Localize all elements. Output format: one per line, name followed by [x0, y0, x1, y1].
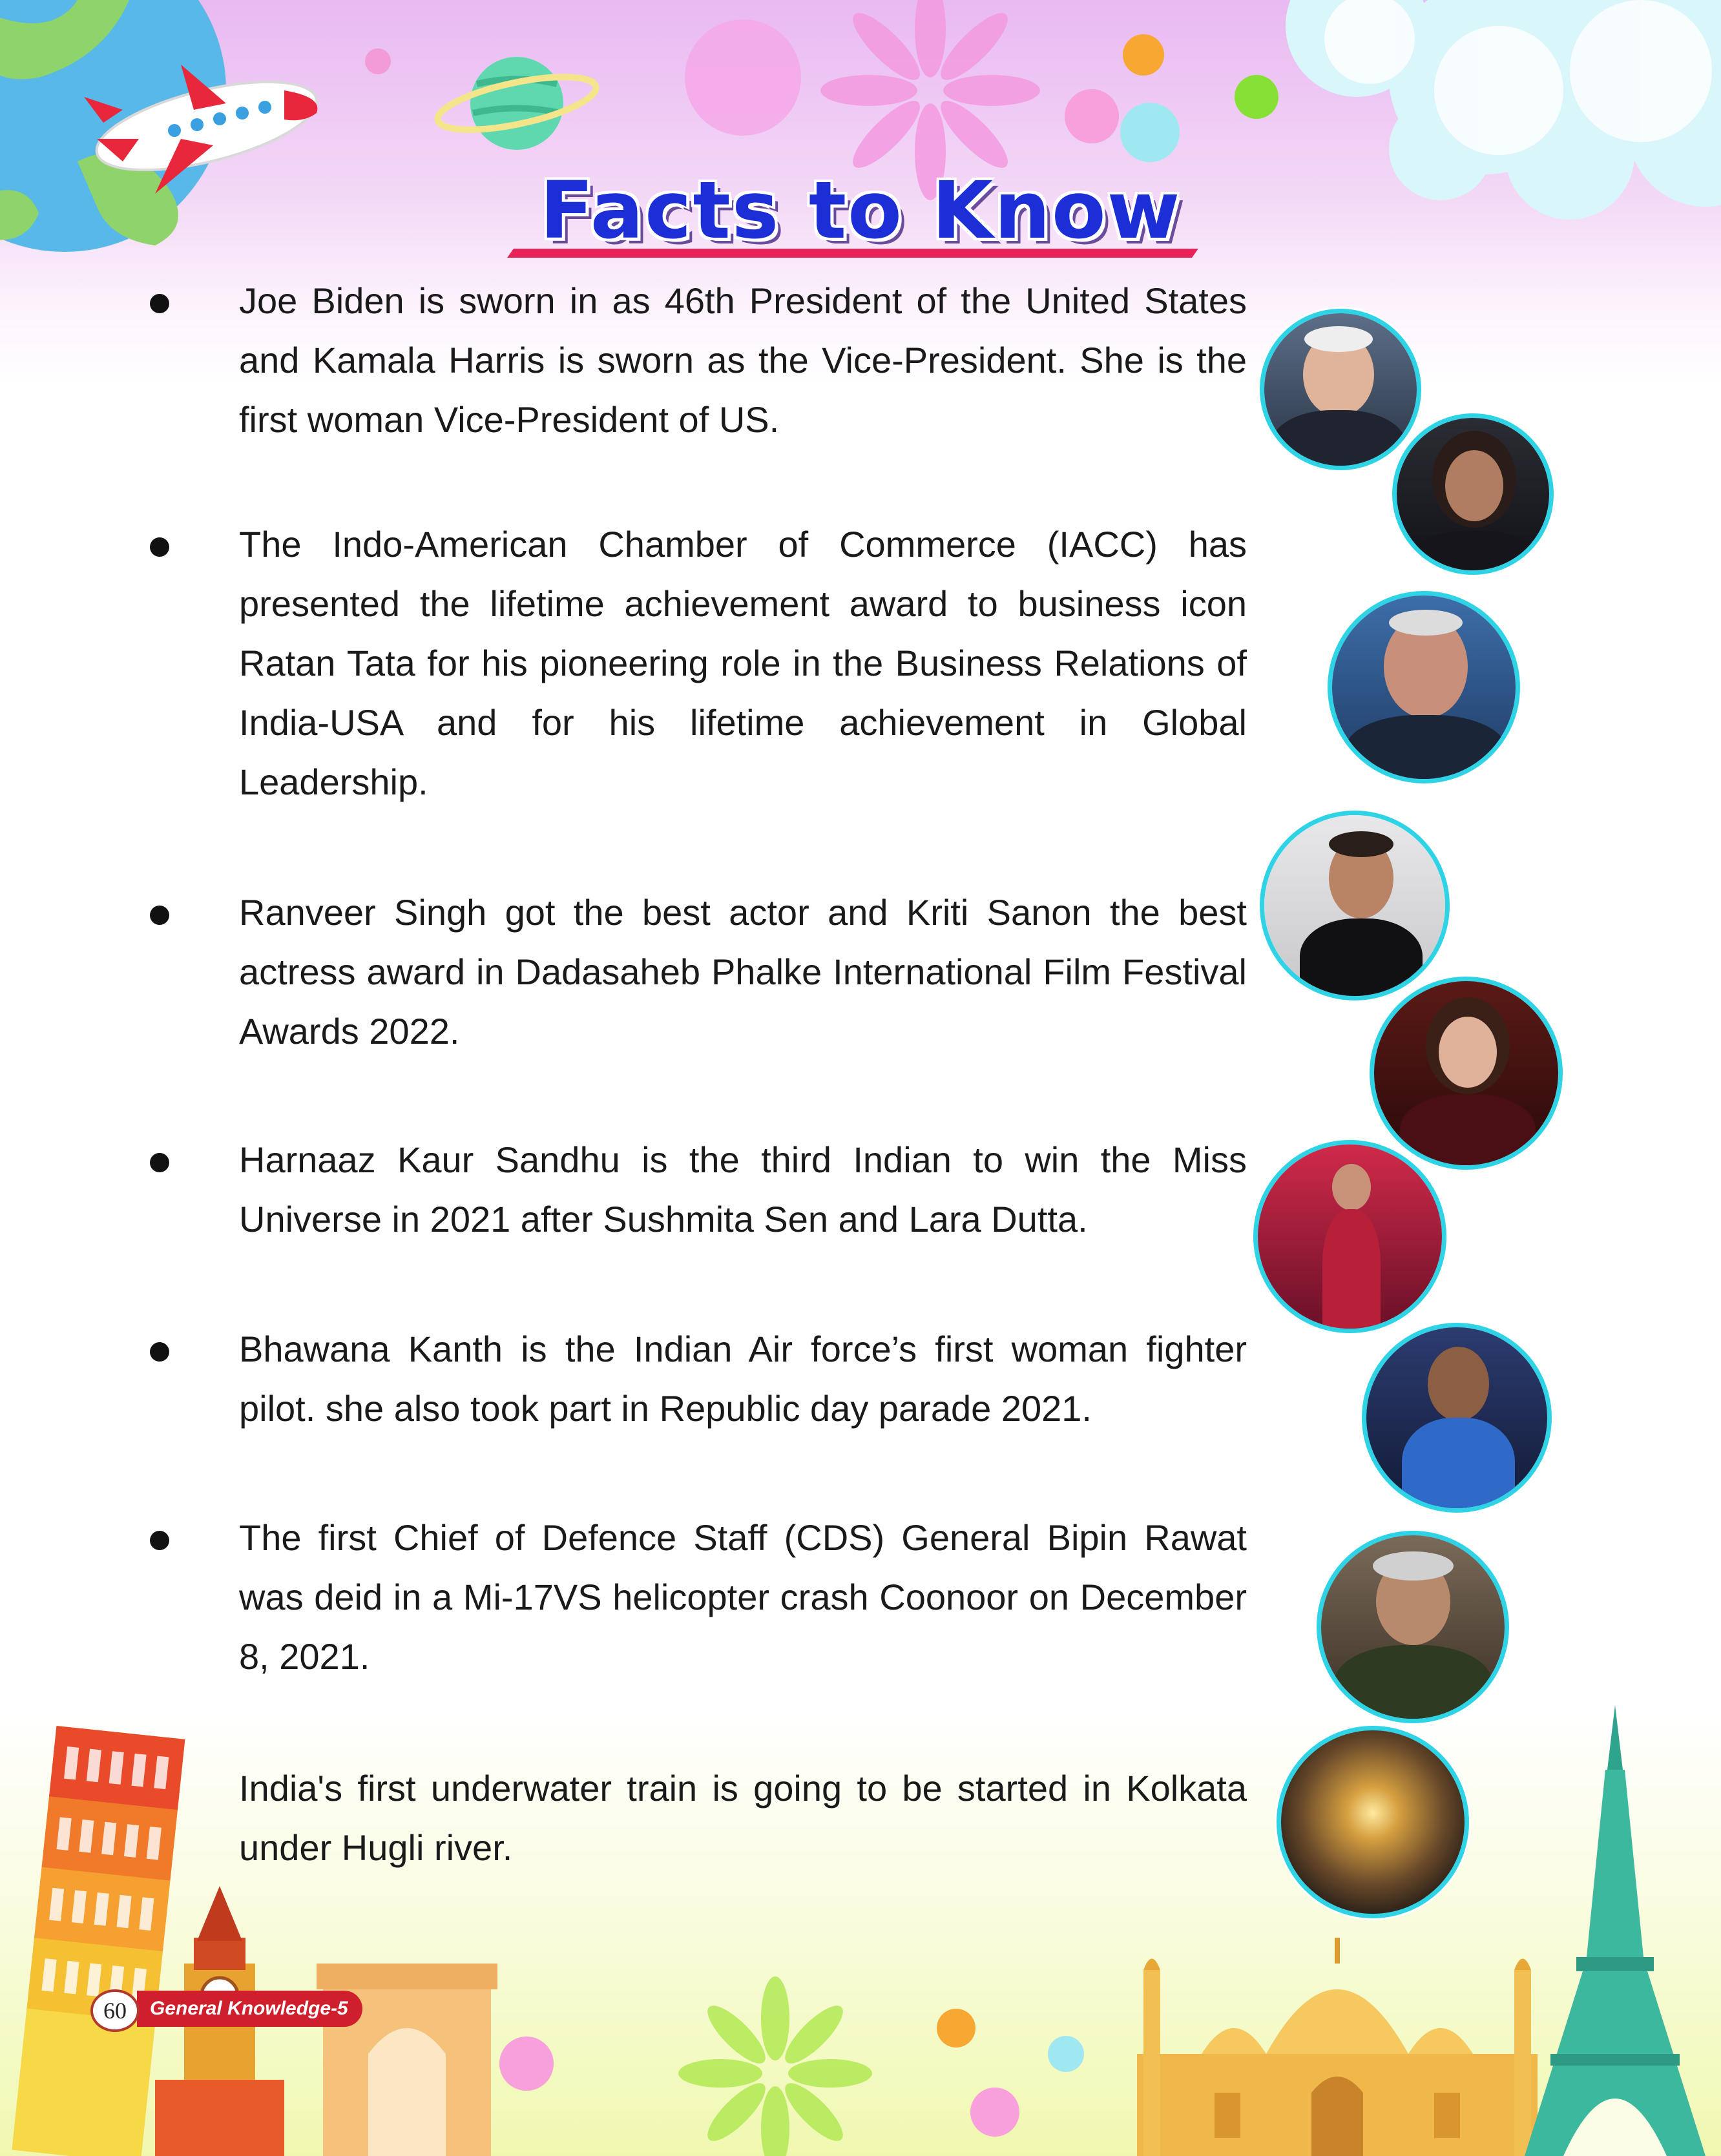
fact-item: The first Chief of Defence Staff (CDS) General Bipin Rawat was deid in a Mi-17VS helicopter crash Coonoor on December 8, 2021. — [239, 1517, 1247, 1677]
portrait-photo — [1253, 1140, 1446, 1333]
fact-item: Ranveer Singh got the best actor and Kriti Sanon the best actress award in Dadasaheb Phalke International Film Festival Awards 2022. — [239, 892, 1247, 1052]
footer-decoration — [0, 1692, 1721, 2156]
book-label: General Knowledge-5 — [137, 1991, 362, 2027]
planet-icon — [433, 57, 600, 150]
bullet-icon — [150, 1153, 169, 1172]
bullet-icon — [150, 906, 169, 925]
fact-item: India's first underwater train is going to be started in Kolkata under Hugli river. — [239, 1768, 1247, 1868]
page-title: Facts to Know — [539, 165, 1182, 256]
portrait-photo — [1370, 977, 1563, 1170]
bullet-icon — [150, 1342, 169, 1362]
fact-item: Bhawana Kanth is the Indian Air force’s first woman fighter pilot. she also took part in Republic day parade 2021. — [239, 1329, 1247, 1429]
eiffel-tower-icon — [1525, 1705, 1705, 2156]
bullet-icon — [150, 294, 169, 313]
bullet-icon — [150, 537, 169, 557]
bullet-icon — [150, 1531, 169, 1550]
fact-item: The Indo-American Chamber of Commerce (IACC) has presented the lifetime achievement award to business icon Ratan Tata for his pioneering role in the Business Relations of India-USA and for his lifetime achievement in Global Leadership. — [239, 524, 1247, 802]
fact-item: Harnaaz Kaur Sandhu is the third Indian to win the Miss Universe in 2021 after Sushmita Sen and Lara Dutta. — [239, 1139, 1247, 1239]
page-number: 60 — [90, 1989, 140, 2032]
starburst-icon — [678, 1976, 872, 2156]
fact-item: Joe Biden is sworn in as 46th President of the United States and Kamala Harris is sworn as the Vice-President. She is the first woman Vice-President of US. — [239, 280, 1247, 440]
portrait-photo — [1392, 413, 1554, 575]
taj-mahal-icon — [1137, 1938, 1538, 2156]
portrait-photo — [1260, 811, 1450, 1000]
portrait-photo — [1362, 1323, 1552, 1513]
portrait-photo — [1328, 591, 1520, 783]
